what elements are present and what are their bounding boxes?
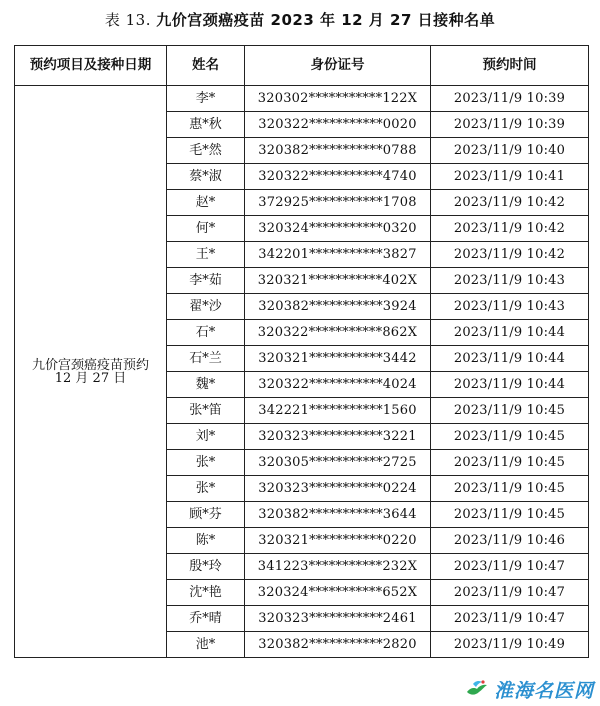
id-cell: 320322***********862X bbox=[245, 320, 431, 346]
id-cell: 320321***********3442 bbox=[245, 346, 431, 372]
time-cell: 2023/11/9 10:42 bbox=[431, 190, 589, 216]
id-cell: 320302***********122X bbox=[245, 86, 431, 112]
document-title bbox=[0, 9, 600, 30]
time-cell: 2023/11/9 10:45 bbox=[431, 398, 589, 424]
name-cell: 毛*然 bbox=[167, 138, 245, 164]
id-cell: 320324***********0320 bbox=[245, 216, 431, 242]
id-cell: 320305***********2725 bbox=[245, 450, 431, 476]
time-cell: 2023/11/9 10:42 bbox=[431, 242, 589, 268]
name-cell: 张*笛 bbox=[167, 398, 245, 424]
id-cell: 372925***********1708 bbox=[245, 190, 431, 216]
table-body bbox=[15, 86, 589, 658]
name-cell: 李*茹 bbox=[167, 268, 245, 294]
time-cell: 2023/11/9 10:40 bbox=[431, 138, 589, 164]
watermark-text: 淮海名医网 bbox=[493, 679, 594, 702]
project-name: 九价宫颈癌疫苗预约 bbox=[31, 357, 149, 373]
time-cell: 2023/11/9 10:45 bbox=[431, 476, 589, 502]
time-cell: 2023/11/9 10:39 bbox=[431, 86, 589, 112]
time-cell: 2023/11/9 10:39 bbox=[431, 112, 589, 138]
watermark bbox=[464, 676, 594, 702]
name-cell: 惠*秋 bbox=[167, 112, 245, 138]
id-cell: 320382***********0788 bbox=[245, 138, 431, 164]
name-cell: 乔*晴 bbox=[167, 606, 245, 632]
name-cell: 沈*艳 bbox=[167, 580, 245, 606]
time-cell: 2023/11/9 10:44 bbox=[431, 372, 589, 398]
id-cell: 320323***********2461 bbox=[245, 606, 431, 632]
name-cell: 陈* bbox=[167, 528, 245, 554]
time-cell: 2023/11/9 10:49 bbox=[431, 632, 589, 658]
time-cell: 2023/11/9 10:45 bbox=[431, 450, 589, 476]
hand-dove-logo-icon bbox=[464, 678, 490, 700]
time-cell: 2023/11/9 10:46 bbox=[431, 528, 589, 554]
table-row bbox=[15, 86, 589, 112]
name-cell: 石*兰 bbox=[167, 346, 245, 372]
id-cell: 320382***********3924 bbox=[245, 294, 431, 320]
time-cell: 2023/11/9 10:44 bbox=[431, 346, 589, 372]
id-cell: 320322***********4740 bbox=[245, 164, 431, 190]
time-cell: 2023/11/9 10:43 bbox=[431, 294, 589, 320]
name-cell: 池* bbox=[167, 632, 245, 658]
id-cell: 320322***********0020 bbox=[245, 112, 431, 138]
id-cell: 320324***********652X bbox=[245, 580, 431, 606]
id-cell: 342221***********1560 bbox=[245, 398, 431, 424]
time-cell: 2023/11/9 10:47 bbox=[431, 554, 589, 580]
id-cell: 320323***********0224 bbox=[245, 476, 431, 502]
header-time: 预约时间 bbox=[431, 46, 589, 86]
id-cell: 320323***********3221 bbox=[245, 424, 431, 450]
id-cell: 320382***********2820 bbox=[245, 632, 431, 658]
time-cell: 2023/11/9 10:42 bbox=[431, 216, 589, 242]
header-project: 预约项目及接种日期 bbox=[15, 46, 167, 86]
name-cell: 张* bbox=[167, 450, 245, 476]
name-cell: 刘* bbox=[167, 424, 245, 450]
name-cell: 顾*芬 bbox=[167, 502, 245, 528]
table-header-row bbox=[15, 46, 589, 86]
time-cell: 2023/11/9 10:41 bbox=[431, 164, 589, 190]
project-date-cell bbox=[15, 86, 167, 658]
id-cell: 341223***********232X bbox=[245, 554, 431, 580]
header-name: 姓名 bbox=[167, 46, 245, 86]
header-id: 身份证号 bbox=[245, 46, 431, 86]
vaccination-table bbox=[14, 45, 589, 658]
id-cell: 342201***********3827 bbox=[245, 242, 431, 268]
id-cell: 320321***********402X bbox=[245, 268, 431, 294]
time-cell: 2023/11/9 10:47 bbox=[431, 606, 589, 632]
table-title: 九价宫颈癌疫苗 2023 年 12 月 27 日接种名单 bbox=[156, 11, 496, 29]
id-cell: 320382***********3644 bbox=[245, 502, 431, 528]
name-cell: 何* bbox=[167, 216, 245, 242]
time-cell: 2023/11/9 10:44 bbox=[431, 320, 589, 346]
id-cell: 320322***********4024 bbox=[245, 372, 431, 398]
name-cell: 李* bbox=[167, 86, 245, 112]
name-cell: 赵* bbox=[167, 190, 245, 216]
name-cell: 翟*沙 bbox=[167, 294, 245, 320]
name-cell: 魏* bbox=[167, 372, 245, 398]
time-cell: 2023/11/9 10:43 bbox=[431, 268, 589, 294]
name-cell: 蔡*淑 bbox=[167, 164, 245, 190]
name-cell: 张* bbox=[167, 476, 245, 502]
table-number: 表 13. bbox=[104, 11, 151, 29]
project-date: 12 月 27 日 bbox=[54, 370, 127, 386]
time-cell: 2023/11/9 10:45 bbox=[431, 424, 589, 450]
name-cell: 殷*玲 bbox=[167, 554, 245, 580]
id-cell: 320321***********0220 bbox=[245, 528, 431, 554]
time-cell: 2023/11/9 10:45 bbox=[431, 502, 589, 528]
time-cell: 2023/11/9 10:47 bbox=[431, 580, 589, 606]
name-cell: 王* bbox=[167, 242, 245, 268]
name-cell: 石* bbox=[167, 320, 245, 346]
